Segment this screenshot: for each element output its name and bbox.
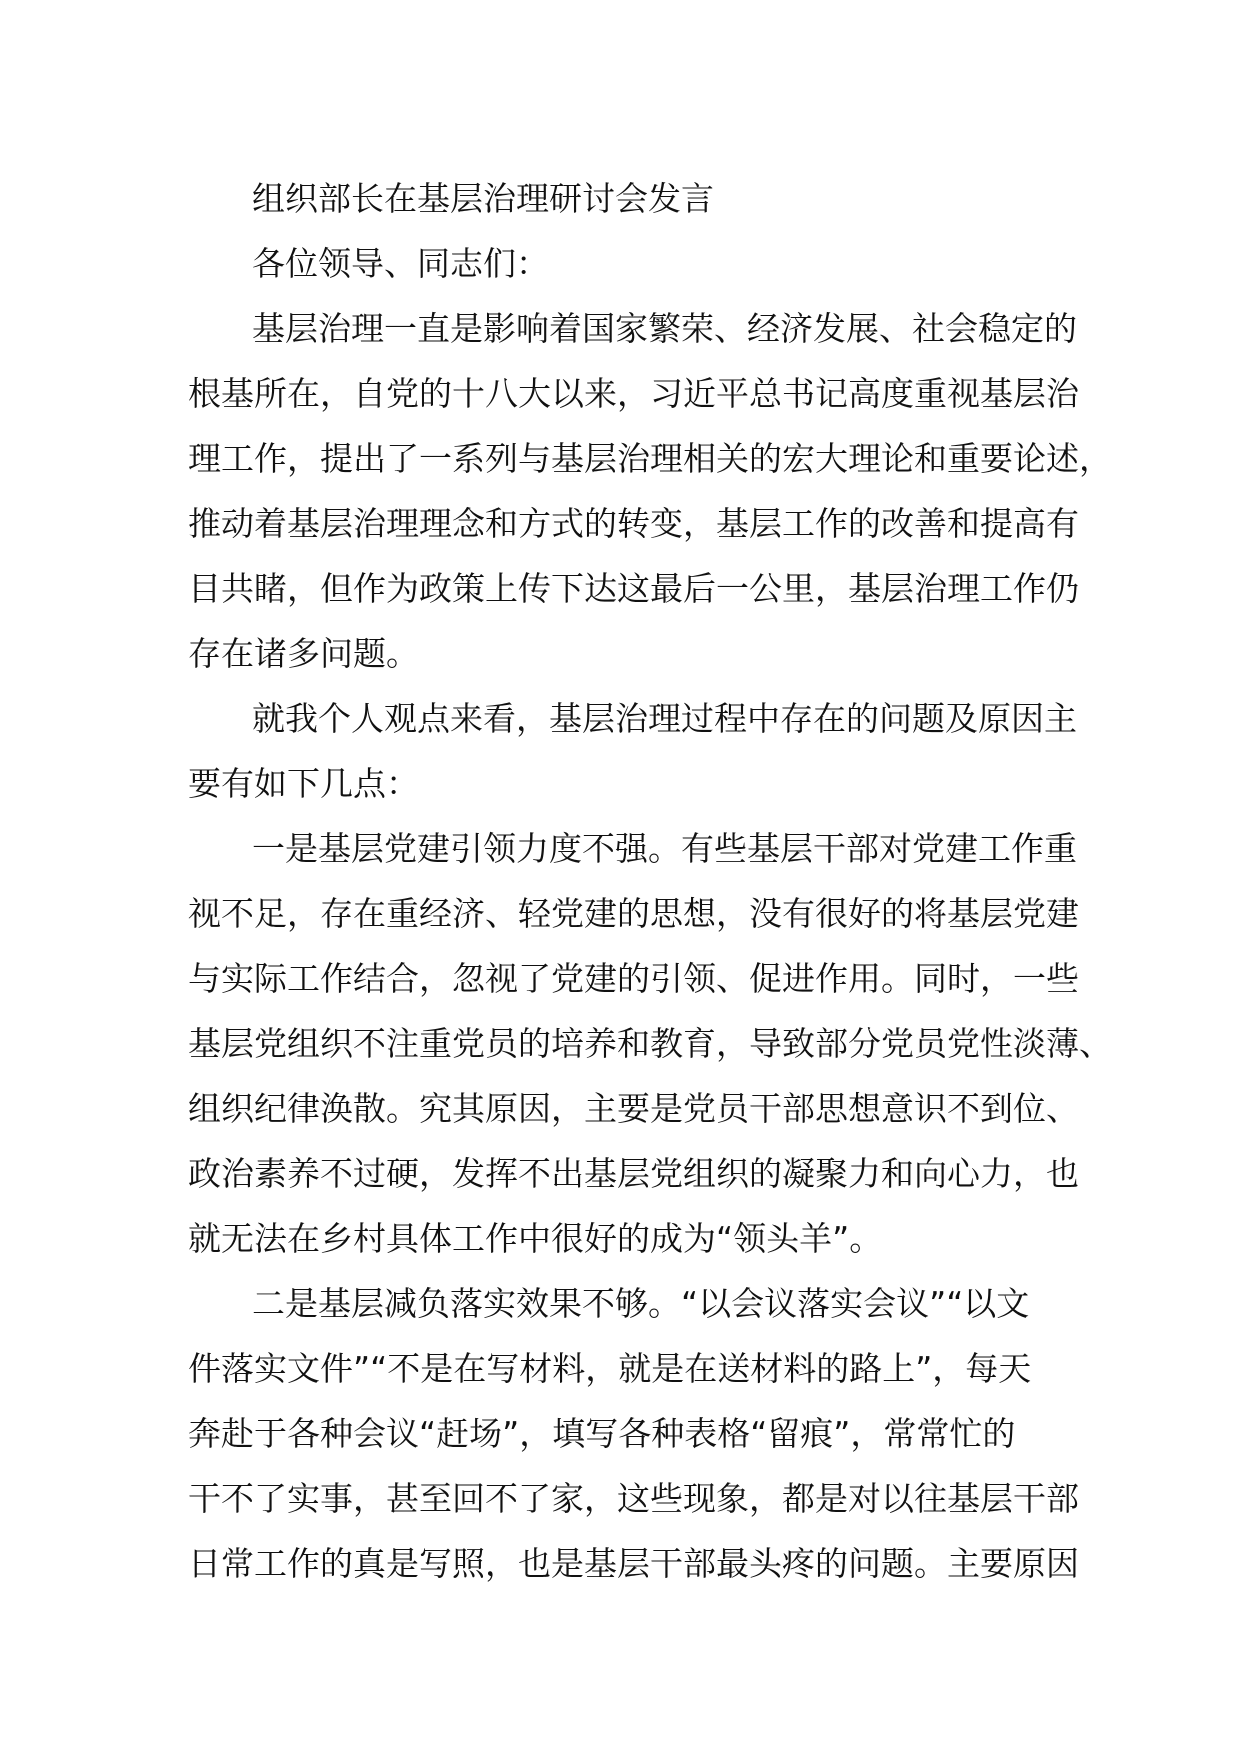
- paragraph-line: 组织纪律涣散。究其原因，主要是党员干部思想意识不到位、: [188, 1089, 1079, 1128]
- paragraph-line: 根基所在，自党的十八大以来，习近平总书记高度重视基层治: [188, 374, 1079, 413]
- paragraph-line: 件落实文件”“不是在写材料，就是在送材料的路上”，每天: [188, 1349, 1032, 1388]
- paragraph-line: 推动着基层治理理念和方式的转变，基层工作的改善和提高有: [188, 504, 1079, 543]
- paragraph-line: 理工作，提出了一系列与基层治理相关的宏大理论和重要论述，: [188, 439, 1112, 478]
- paragraph-line: 奔赴于各种会议“赶场”，填写各种表格“留痕”，常常忙的: [188, 1414, 1016, 1453]
- salutation: 各位领导、同志们：: [252, 244, 549, 283]
- document-title: 组织部长在基层治理研讨会发言: [252, 179, 714, 218]
- paragraph-line: 就无法在乡村具体工作中很好的成为“领头羊”。: [188, 1219, 883, 1258]
- paragraph-line: 基层治理一直是影响着国家繁荣、经济发展、社会稳定的: [252, 309, 1077, 348]
- paragraph-line: 要有如下几点：: [188, 764, 419, 803]
- paragraph-line: 与实际工作结合，忽视了党建的引领、促进作用。同时，一些: [188, 959, 1079, 998]
- paragraph-line: 基层党组织不注重党员的培养和教育，导致部分党员党性淡薄、: [188, 1024, 1112, 1063]
- paragraph-line: 二是基层减负落实效果不够。“以会议落实会议”“以文: [252, 1284, 1030, 1323]
- paragraph-line: 干不了实事，甚至回不了家，这些现象，都是对以往基层干部: [188, 1479, 1079, 1518]
- paragraph-line: 视不足，存在重经济、轻党建的思想，没有很好的将基层党建: [188, 894, 1079, 933]
- paragraph-line: 目共睹，但作为政策上传下达这最后一公里，基层治理工作仍: [188, 569, 1079, 608]
- document-body: [188, 166, 1112, 1596]
- paragraph-line: 存在诸多问题。: [188, 634, 419, 673]
- paragraph-line: 一是基层党建引领力度不强。有些基层干部对党建工作重: [252, 829, 1077, 868]
- paragraph-line: 就我个人观点来看，基层治理过程中存在的问题及原因主: [252, 699, 1077, 738]
- paragraph-line: 政治素养不过硬，发挥不出基层党组织的凝聚力和向心力，也: [188, 1154, 1079, 1193]
- paragraph-line: 日常工作的真是写照，也是基层干部最头疼的问题。主要原因: [188, 1544, 1079, 1583]
